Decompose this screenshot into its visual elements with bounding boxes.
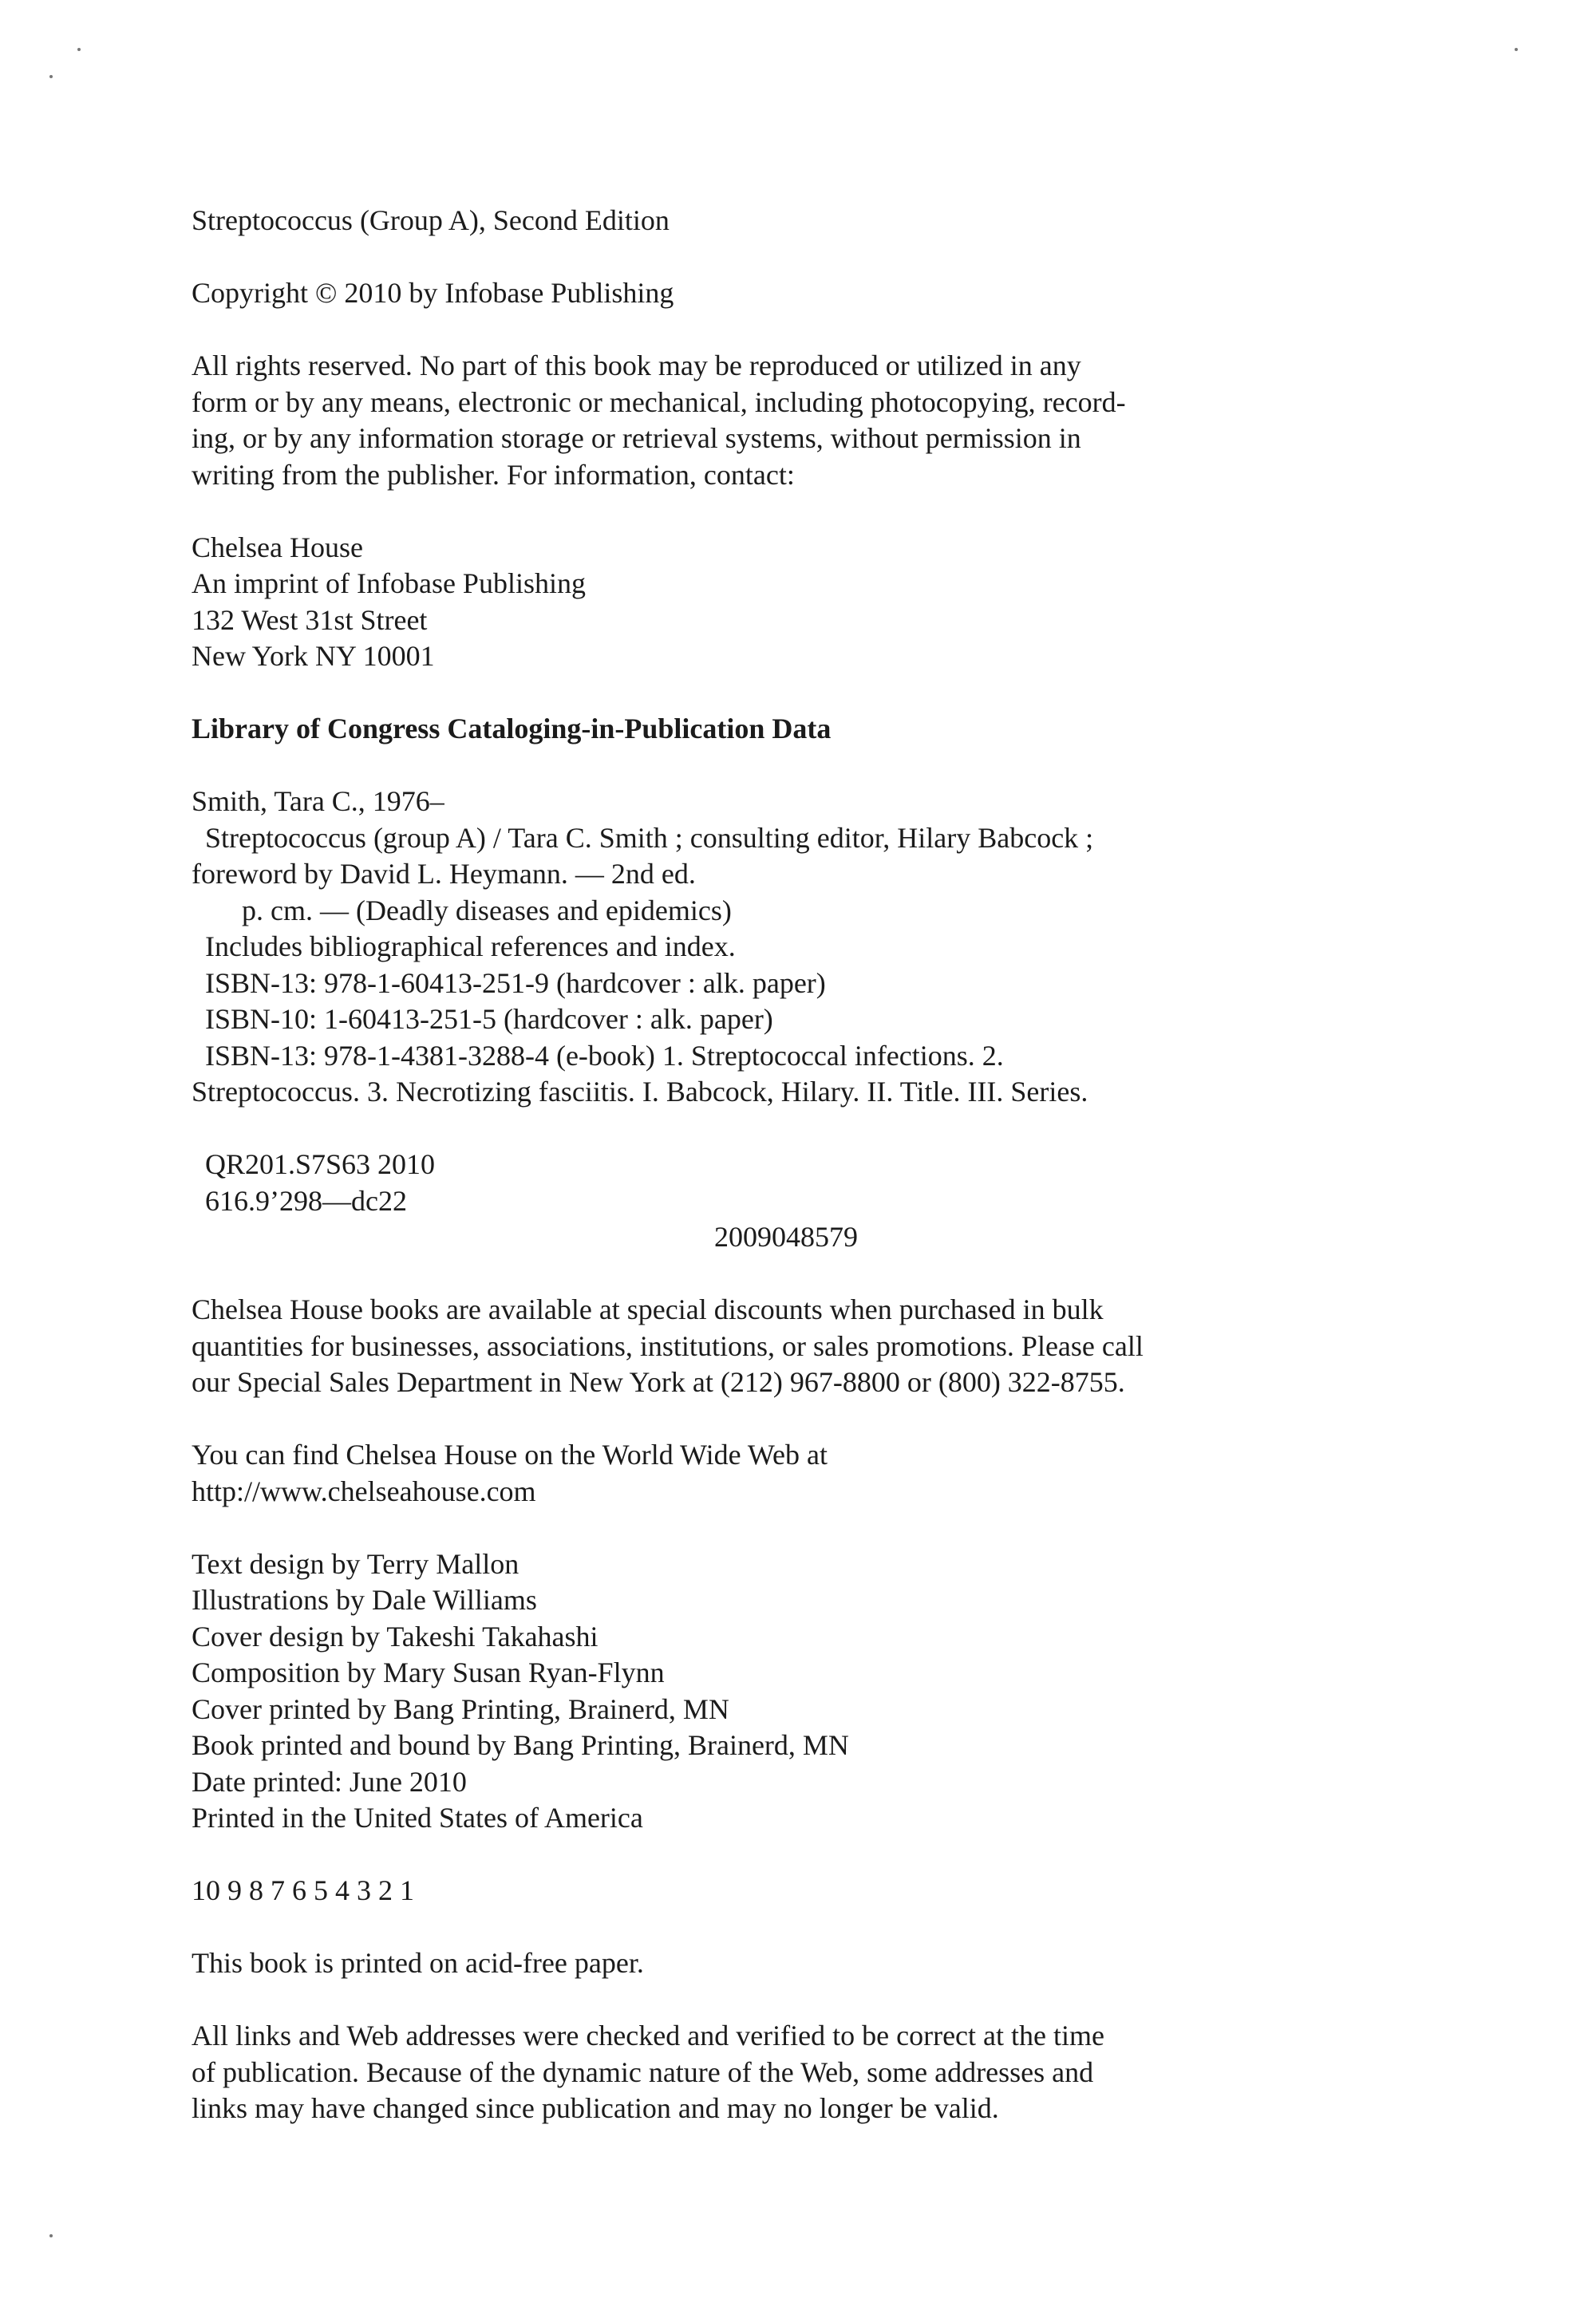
rights-line: form or by any means, electronic or mechanical, including photocopying, record- (192, 385, 1126, 418)
scan-speck (1515, 48, 1518, 51)
cip-note: Includes bibliographical references and index. (205, 930, 736, 962)
credit-line: Text design by Terry Mallon (192, 1547, 519, 1580)
credits-block (192, 1546, 1229, 1837)
copyright-notice (192, 275, 1229, 312)
cip-classification (192, 1147, 1229, 1256)
web-line: You can find Chelsea House on the World Wide Web at (192, 1439, 828, 1471)
credit-line: Date printed: June 2010 (192, 1765, 467, 1798)
printing-line-block (192, 1873, 1229, 1909)
cip-title: Streptococcus (group A) / Tara C. Smith ; consulting editor, Hilary Babcock ; (205, 821, 1094, 854)
sales-line: Chelsea House books are available at special discounts when purchased in bulk (192, 1293, 1104, 1325)
address-line: New York NY 10001 (192, 640, 435, 672)
cip-heading: Library of Congress Cataloging-in-Publication Data (192, 713, 832, 744)
lc-call-number: QR201.S7S63 2010 (205, 1148, 436, 1180)
cip-isbn10-hardcover: ISBN-10: 1-60413-251-5 (hardcover : alk. paper) (205, 1003, 773, 1035)
web-paragraph (192, 1437, 1229, 1510)
cip-author: Smith, Tara C., 1976– (192, 785, 444, 817)
credit-line: Cover printed by Bang Printing, Brainerd, MN (192, 1692, 729, 1725)
scan-speck (77, 48, 81, 51)
cip-subjects: Streptococcus. 3. Necrotizing fasciitis. I. Babcock, Hilary. II. Title. III. Series. (192, 1076, 1088, 1108)
copyright-line: Copyright © 2010 by Infobase Publishing (192, 277, 674, 309)
rights-line: writing from the publisher. For information, contact: (192, 458, 795, 491)
cip-heading-block (192, 711, 1229, 748)
cip-series: p. cm. — (Deadly diseases and epidemics) (242, 894, 732, 926)
scan-speck (49, 2234, 53, 2237)
credit-line: Cover design by Takeshi Takahashi (192, 1620, 598, 1653)
sales-line: quantities for businesses, associations, institutions, or sales promotions. Please call (192, 1329, 1144, 1362)
credit-line: Book printed and bound by Bang Printing, Brainerd, MN (192, 1729, 849, 1761)
credit-line: Illustrations by Dale Williams (192, 1584, 537, 1616)
dewey-number: 616.9’298—dc22 (205, 1184, 407, 1217)
lccn-number: 2009048579 (714, 1221, 858, 1253)
scan-speck (49, 75, 53, 78)
website-url: http://www.chelseahouse.com (192, 1475, 536, 1507)
credit-line: Composition by Mary Susan Ryan-Flynn (192, 1657, 665, 1688)
cip-isbn13-ebook: ISBN-13: 978-1-4381-3288-4 (e-book) 1. Streptococcal infections. 2. (205, 1039, 1004, 1072)
address-line: Chelsea House (192, 531, 363, 563)
links-line: links may have changed since publication and may no longer be valid. (192, 2092, 999, 2124)
cip-record (192, 784, 1229, 1111)
paper-note: This book is printed on acid-free paper. (192, 1947, 644, 1979)
rights-line: ing, or by any information storage or retrieval systems, without permission in (192, 422, 1081, 454)
book-title (192, 203, 1229, 239)
book-title-line: Streptococcus (Group A), Second Edition (192, 204, 670, 236)
paper-note-block (192, 1945, 1229, 1982)
publisher-address (192, 530, 1229, 675)
printing-line: 10 9 8 7 6 5 4 3 2 1 (192, 1874, 414, 1906)
address-line: An imprint of Infobase Publishing (192, 567, 586, 599)
sales-paragraph (192, 1292, 1229, 1401)
credit-line: Printed in the United States of America (192, 1802, 643, 1834)
links-note (192, 2018, 1229, 2127)
cip-foreword: foreword by David L. Heymann. — 2nd ed. (192, 858, 696, 890)
sales-line: our Special Sales Department in New York at (212) 967-8800 or (800) 322-8755. (192, 1366, 1125, 1398)
links-line: All links and Web addresses were checked and verified to be correct at the time (192, 2020, 1104, 2051)
rights-line: All rights reserved. No part of this book may be reproduced or utilized in any (192, 349, 1081, 381)
address-line: 132 West 31st Street (192, 603, 428, 636)
copyright-text (192, 203, 1229, 2163)
cip-isbn13-hardcover: ISBN-13: 978-1-60413-251-9 (hardcover : alk. paper) (205, 966, 826, 999)
rights-paragraph (192, 348, 1229, 493)
links-line: of publication. Because of the dynamic nature of the Web, some addresses and (192, 2055, 1094, 2088)
